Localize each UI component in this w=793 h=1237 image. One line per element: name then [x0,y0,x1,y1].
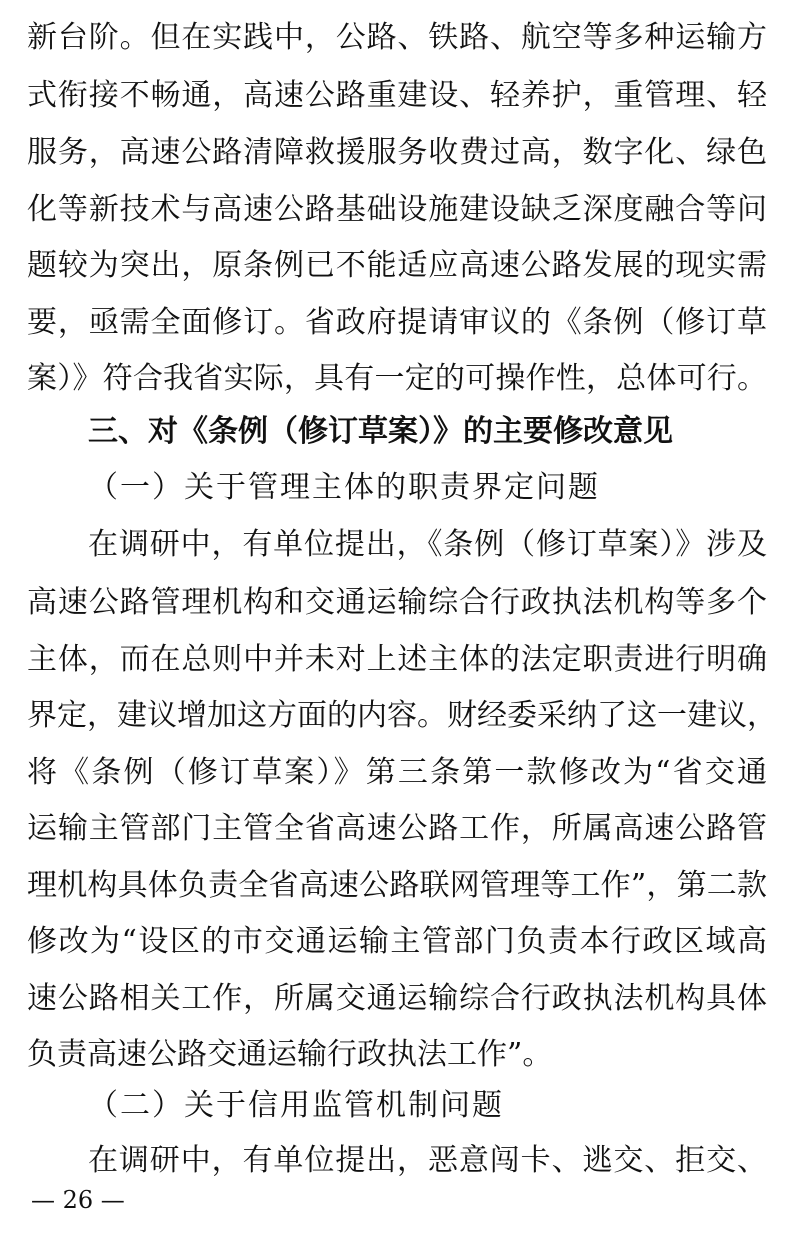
section-heading: 三、对《条例（修订草案）》的主要修改意见 [88,414,673,449]
paragraph-line: 修改为“设区的市交通运输主管部门负责本行政区域高 [27,924,767,959]
paragraph-line: 案）》符合我省实际，具有一定的可操作性，总体可行。 [27,361,767,396]
paragraph-line: 式衔接不畅通，高速公路重建设、轻养护，重管理、轻 [27,78,767,113]
paragraph-line: 题较为突出，原条例已不能适应高速公路发展的现实需 [27,248,767,283]
paragraph-line: 化等新技术与高速公路基础设施建设缺乏深度融合等问 [27,192,767,227]
page-number: — 26 — [31,1186,125,1214]
paragraph-line: 运输主管部门主管全省高速公路工作，所属高速公路管 [27,811,767,846]
paragraph-line: 在调研中，有单位提出，《条例（修订草案）》涉及 [88,527,767,562]
paragraph-line: 主体，而在总则中并未对上述主体的法定职责进行明确 [27,642,767,677]
paragraph-line: 负责高速公路交通运输行政执法工作”。 [27,1037,553,1072]
paragraph-line: 将《条例（修订草案）》第三条第一款修改为“省交通 [27,755,767,790]
paragraph-line: 新台阶。但在实践中，公路、铁路、航空等多种运输方 [27,20,767,55]
paragraph-line: 在调研中，有单位提出，恶意闯卡、逃交、拒交、 [88,1143,767,1178]
subsection-heading: （一）关于管理主体的职责界定问题 [88,470,600,505]
paragraph-line: 界定，建议增加这方面的内容。财经委采纳了这一建议， [27,698,777,733]
paragraph-line: 要，亟需全面修订。省政府提请审议的《条例（修订草 [27,305,767,340]
paragraph-line: 服务，高速公路清障救援服务收费过高，数字化、绿色 [27,135,767,170]
subsection-heading: （二）关于信用监管机制问题 [88,1088,504,1123]
paragraph-line: 理机构具体负责全省高速公路联网管理等工作”，第二款 [27,868,767,903]
paragraph-line: 速公路相关工作，所属交通运输综合行政执法机构具体 [27,981,767,1016]
paragraph-line: 高速公路管理机构和交通运输综合行政执法机构等多个 [27,585,767,620]
